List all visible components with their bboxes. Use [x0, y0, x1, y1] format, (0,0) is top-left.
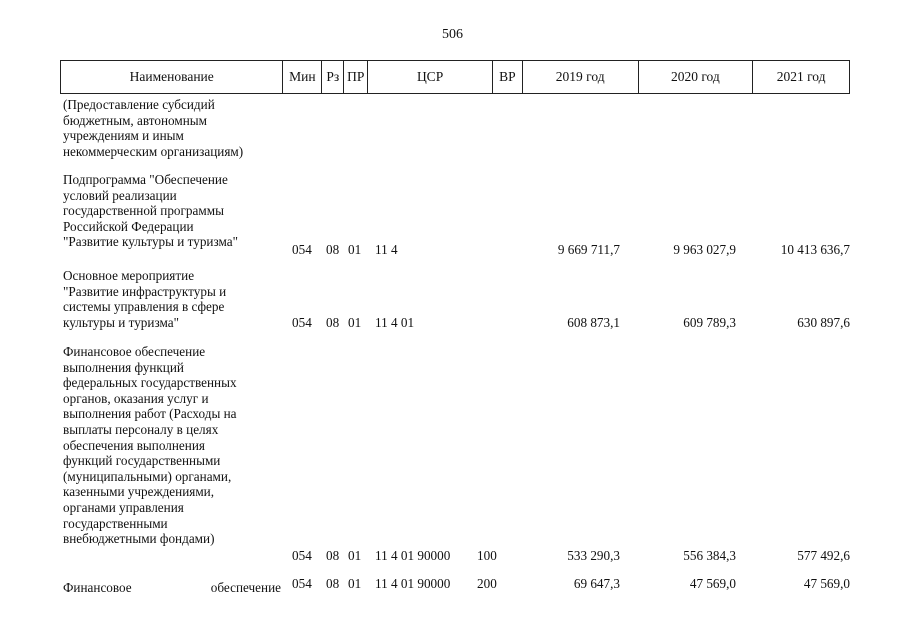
- table-row: [60, 97, 850, 160]
- row-2021: 577 492,6: [797, 548, 850, 564]
- row-min: 054: [292, 242, 312, 258]
- table-row: [60, 172, 850, 258]
- row-csr: 11 4 01 90000: [375, 576, 451, 591]
- row-min: 054: [292, 576, 312, 591]
- row-pr: 01: [348, 242, 362, 258]
- row-csr: 11 4 01 90000: [375, 548, 451, 564]
- row-min: 054: [292, 315, 312, 331]
- page-number: 506: [442, 27, 463, 42]
- table-row: [60, 268, 850, 331]
- row-name: Финансовое обеспечение: [63, 580, 281, 595]
- row-2020: 556 384,3: [683, 548, 736, 564]
- row-vr: 200: [477, 576, 497, 591]
- row-csr: 11 4: [375, 242, 398, 258]
- row-name: Основное мероприятие "Развитие инфраструктуры и системы управления в сфере культуры и туризма": [63, 268, 227, 330]
- row-rz: 08: [326, 548, 340, 564]
- row-name: Подпрограмма "Обеспечение условий реализации государственной программы Российской Федерации "Развитие культуры и туризма": [63, 172, 238, 250]
- row-pr: 01: [348, 315, 362, 331]
- row-vr: 100: [477, 548, 497, 564]
- table-row: [60, 344, 850, 564]
- row-min: 054: [292, 548, 312, 564]
- row-rz: 08: [326, 576, 340, 591]
- row-2019: 533 290,3: [567, 548, 620, 564]
- row-2020: 47 569,0: [689, 576, 736, 591]
- row-csr: 11 4 01: [375, 315, 415, 331]
- row-2020: 609 789,3: [683, 315, 736, 331]
- header-rz: Рз: [322, 61, 344, 93]
- row-2021: 630 897,6: [797, 315, 850, 331]
- row-2021: 10 413 636,7: [780, 242, 850, 258]
- header-min: Мин: [283, 61, 322, 93]
- header-csr: ЦСР: [368, 61, 493, 93]
- header-2021: 2021 год: [776, 69, 826, 84]
- table-header: [60, 60, 850, 94]
- row-2021: 47 569,0: [803, 576, 850, 591]
- row-pr: 01: [348, 548, 362, 564]
- row-name: (Предоставление субсидий бюджетным, автономным учреждениям и иным некоммерческим организациям): [63, 97, 244, 159]
- header-vr: ВР: [493, 61, 523, 93]
- header-pr: ПР: [344, 61, 368, 93]
- row-2020: 9 963 027,9: [673, 242, 736, 258]
- row-rz: 08: [326, 242, 340, 258]
- row-pr: 01: [348, 576, 362, 591]
- row-name: Финансовое обеспечение выполнения функций федеральных государственных органов, оказания услуг и выполнения работ (Расходы на выплаты персоналу в целях обеспечения выполнения функций государственными (муниципальными) органами, казенными учреждениями, органами управления государственными внебюджетными фондами): [63, 344, 237, 547]
- header-2020: 2020 год: [639, 61, 754, 93]
- header-name: Наименование: [61, 61, 283, 93]
- row-2019: 608 873,1: [567, 315, 620, 331]
- row-rz: 08: [326, 315, 340, 331]
- row-2019: 69 647,3: [573, 576, 620, 591]
- table-row: [60, 578, 850, 594]
- row-2019: 9 669 711,7: [557, 242, 620, 258]
- header-2019: 2019 год: [523, 61, 639, 93]
